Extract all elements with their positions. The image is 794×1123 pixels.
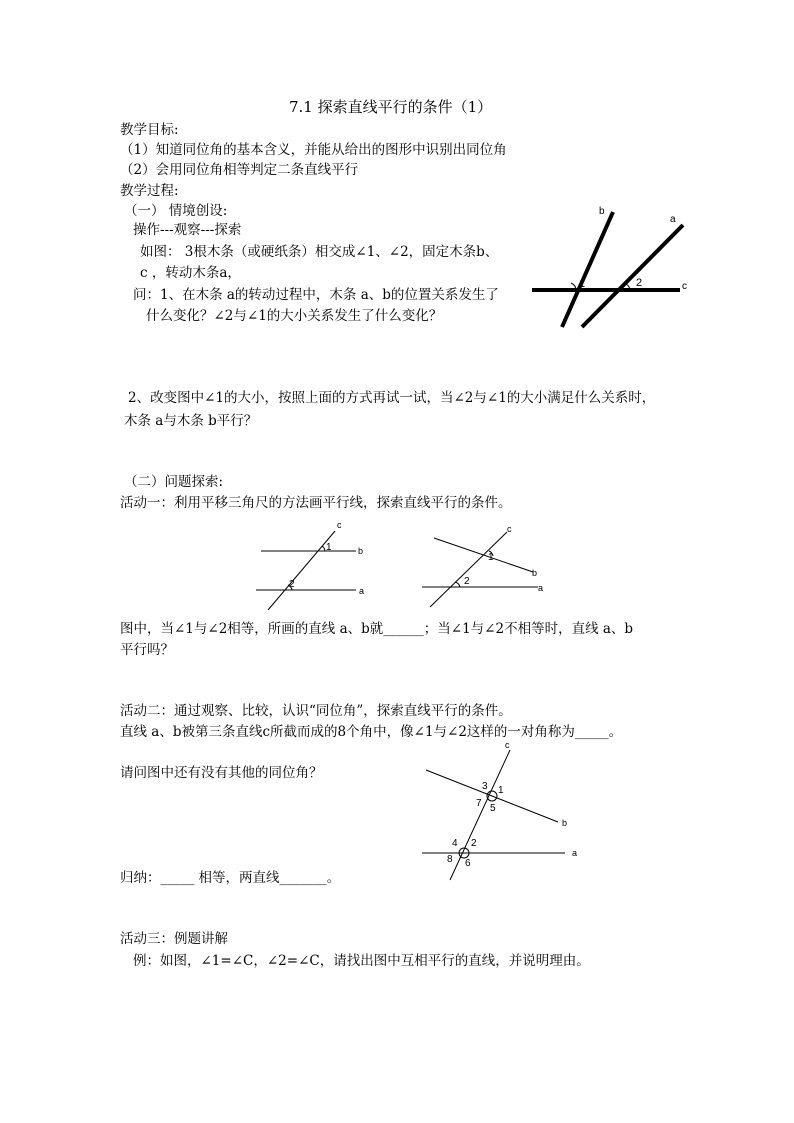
figure3-label-c: c [507,524,512,534]
objectives-heading: 教学目标: [120,122,179,138]
process-heading: 教学过程: [120,183,179,199]
section1-question-1b: 什么变化？∠2与∠1的大小关系发生了什么变化？ [146,308,443,324]
figure1-label-b: b [599,206,605,217]
section1-operation: 操作---观察---探索 [133,222,242,238]
angle-1-arc [322,546,325,551]
strip-a [582,225,683,327]
activity1-text: 活动一：利用平移三角尺的方法画平行线，探索直线平行的条件。 [120,495,512,511]
figure4-angle-7: 7 [476,798,482,809]
section1-question-2b: 木条 a与木条 b平行？ [124,413,258,429]
figure3-label-b: b [532,568,538,578]
line-c [450,750,510,880]
figure4-angle-2: 2 [471,838,477,849]
figure-eight-angles [410,738,590,888]
figure3-angle-2: 2 [464,576,470,587]
page-title: 7.1 探索直线平行的条件（1） [289,98,493,116]
figure4-angle-5: 5 [490,803,496,814]
activity1-question-a: 图中，当∠1与∠2相等，所画的直线 a、b就______；当∠1与∠2不相等时，直线 a、b [120,621,634,637]
strip-b [562,212,613,327]
figure3-label-a: a [538,583,544,593]
line-c [268,531,335,610]
activity3-heading: 活动三：例题讲解 [120,931,228,947]
figure4-angle-6: 6 [465,858,471,869]
section2-heading: （二）问题探索: [124,474,224,490]
line-c [430,532,507,607]
objective-item-2: （2）会用同位角相等判定二条直线平行 [120,162,359,178]
figure2-angle-2: 2 [289,579,295,590]
section1-heading: （一） 情境创设: [124,203,228,219]
section1-text-1: 如图： 3根木条（或硬纸条）相交成∠1、∠2，固定木条b、 [140,244,499,260]
figure2-angle-1: 1 [326,542,332,553]
activity2-question: 请问图中还有没有其他的同位角？ [120,765,323,781]
angle-2-arc [455,582,460,587]
section1-text-2: c ，转动木条a， [140,265,241,281]
figure4-label-a: a [572,848,578,858]
line-b [426,770,558,822]
activity3-example: 例：如图，∠1=∠C，∠2=∠C，请找出图中互相平行的直线，并说明理由。 [133,953,590,969]
figure2-label-a: a [359,586,365,596]
figure4-label-c: c [505,740,510,750]
figure4-angle-1: 1 [498,785,504,796]
figure4-angle-4: 4 [452,838,458,849]
figure-wooden-strips [520,200,700,330]
objective-item-1: （1）知道同位角的基本含义，并能从给出的图形中识别出同位角 [120,142,507,158]
figure1-label-c: c [682,281,687,292]
figure4-angle-3: 3 [482,781,488,792]
section1-question-1a: 问：1、在木条 a的转动过程中，木条 a、b的位置关系发生了 [133,287,499,303]
figure4-angle-8: 8 [447,854,453,865]
activity2-heading: 活动二：通过观察、比较，认识“同位角”，探索直线平行的条件。 [120,703,512,719]
figure1-label-a: a [670,214,676,225]
section1-question-2a: 2、改变图中∠1的大小，按照上面的方式再试一试，当∠2与∠1的大小满足什么关系时， [128,390,656,406]
figure4-label-b: b [562,818,568,828]
activity2-text: 直线 a、b被第三条直线c所截而成的8个角中，像∠1与∠2这样的一对角称为_____。 [120,724,623,740]
activity2-summary: 归纳：_____ 相等，两直线_______。 [120,870,341,886]
figure3-angle-1: 1 [488,552,494,563]
figure2-label-b: b [358,546,364,556]
figure1-angle-2: 2 [636,277,643,289]
activity1-question-b: 平行吗？ [120,642,174,658]
figure1-angle-1: 1 [579,278,586,290]
figure2-label-c: c [337,520,342,530]
figure-nonparallel-lines [420,518,555,613]
figure-parallel-lines [250,518,380,613]
